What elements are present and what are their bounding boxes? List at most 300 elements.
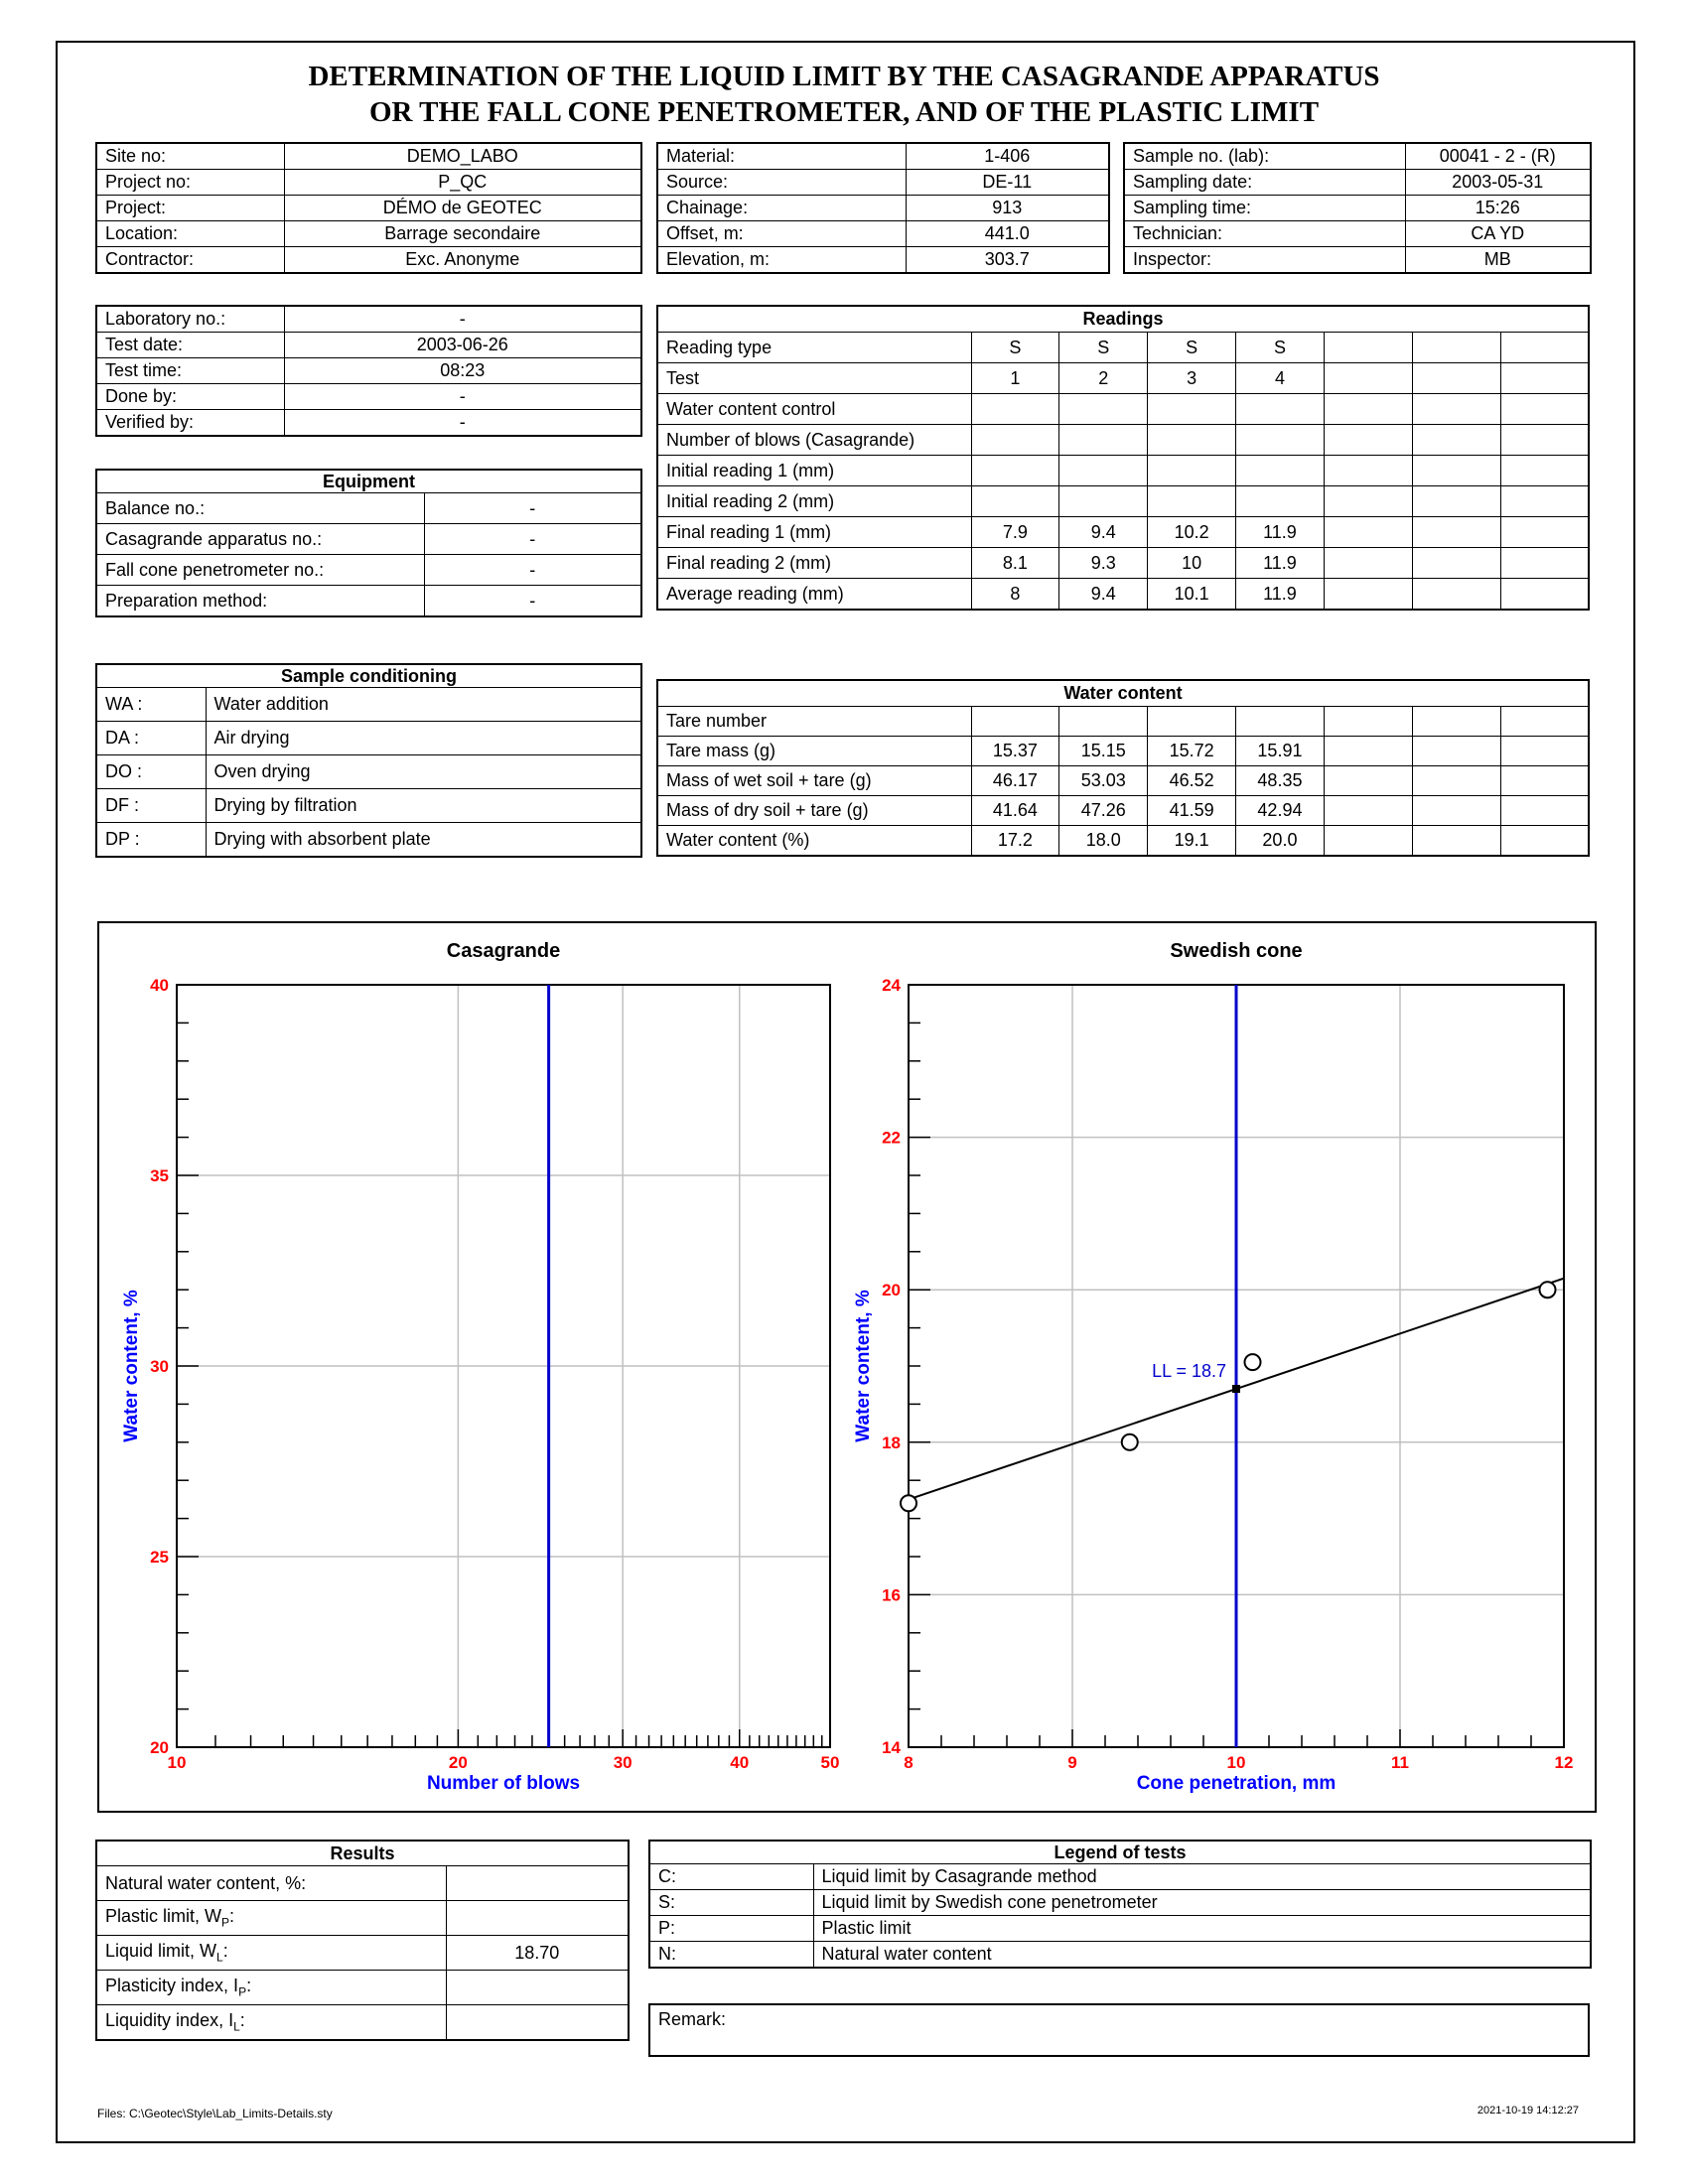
readings-value: 10.2 [1148,517,1236,548]
legend-row [649,1890,1591,1916]
readings-value: 8 [971,579,1059,611]
sample-row [1124,221,1591,247]
readings-value: 8.1 [971,548,1059,579]
readings-value [971,394,1059,425]
conditioning-row [96,789,641,823]
y-tick-label: 24 [882,976,901,995]
equipment-label: Preparation method: [96,586,424,617]
sample-conditioning-table [95,663,642,858]
water-value: 42.94 [1236,796,1325,826]
legend-code: P: [649,1916,813,1942]
conditioning-code: WA : [96,688,206,722]
sample-row [1124,247,1591,274]
site-label: Location: [96,221,284,247]
readings-label: Reading type [657,333,971,363]
readings-value [1059,394,1148,425]
readings-label: Final reading 1 (mm) [657,517,971,548]
water-value [1412,826,1500,857]
material-value: 1-406 [906,143,1109,170]
x-tick-label: 12 [1554,1753,1574,1772]
results-label-text: Plasticity index, I [105,1976,239,1996]
data-point [1540,1282,1556,1297]
sample-row [1124,143,1591,170]
remark-box [648,2003,1590,2057]
sample-label: Technician: [1124,221,1405,247]
y-tick-label: 18 [882,1433,901,1452]
readings-value [1500,548,1589,579]
results-label-subscript: P [238,1984,247,1999]
water-value [1500,737,1589,766]
lab-label: Test date: [96,333,284,358]
footer-files: Files: C:\Geotec\Style\Lab_Limits-Details.sty [97,2107,333,2120]
water-value [1412,707,1500,737]
readings-value [1236,456,1325,486]
readings-value [1324,579,1412,611]
site-label: Contractor: [96,247,284,274]
conditioning-code: DA : [96,722,206,755]
readings-value [1324,456,1412,486]
legend-desc: Natural water content [813,1942,1591,1969]
results-label: Plastic limit, $W_P$: [96,1901,446,1936]
y-tick-label: 16 [882,1585,901,1605]
results-row [96,1866,629,1901]
water-value [1412,796,1500,826]
y-tick-label: 25 [150,1548,169,1567]
readings-value [1412,517,1500,548]
results-title: Results [96,1841,629,1866]
readings-label: Test [657,363,971,394]
lab-label: Done by: [96,384,284,410]
y-axis-label: Water content, % [121,1290,142,1442]
readings-value: 9.4 [1059,579,1148,611]
results-value [446,1971,629,2005]
results-row [96,1971,629,2005]
water-row [657,707,1589,737]
readings-value: S [1148,333,1236,363]
readings-value [1324,517,1412,548]
water-value: 41.59 [1148,796,1236,826]
equipment-title: Equipment [96,470,641,493]
readings-value [1412,363,1500,394]
sample-row [1124,170,1591,196]
water-value: 15.15 [1059,737,1148,766]
readings-value [1412,394,1500,425]
readings-value [1500,425,1589,456]
readings-table [656,305,1590,611]
conditioning-code: DF : [96,789,206,823]
readings-row [657,394,1589,425]
readings-title-row [657,306,1589,333]
conditioning-code: DP : [96,823,206,858]
x-tick-label: 9 [1067,1753,1077,1772]
readings-row [657,456,1589,486]
readings-value [1059,456,1148,486]
y-tick-label: 20 [882,1281,901,1300]
readings-value [1500,517,1589,548]
readings-label: Final reading 2 (mm) [657,548,971,579]
water-value [1324,766,1412,796]
water-row [657,826,1589,857]
readings-value [971,456,1059,486]
results-label-text: Liquidity index, I [105,2010,234,2031]
sample-value: 15:26 [1405,196,1591,221]
y-tick-label: 35 [150,1166,169,1185]
legend-title-row [649,1841,1591,1864]
equipment-title-row [96,470,641,493]
readings-value: 11.9 [1236,548,1325,579]
readings-row [657,517,1589,548]
material-value: 303.7 [906,247,1109,274]
equipment-row [96,586,641,617]
conditioning-row [96,722,641,755]
readings-value: 10 [1148,548,1236,579]
lab-row [96,384,641,410]
readings-value: 1 [971,363,1059,394]
results-label-subscript: L [233,2019,240,2034]
results-label: Liquid limit, $W_L$: [96,1936,446,1971]
readings-row [657,425,1589,456]
water-value [1324,737,1412,766]
water-label: Mass of dry soil + tare (g) [657,796,971,826]
material-value: 913 [906,196,1109,221]
site-row [96,196,641,221]
water-label: Tare number [657,707,971,737]
equipment-value: - [424,555,641,586]
conditioning-title: Sample conditioning [96,664,641,688]
readings-value [1324,394,1412,425]
site-value: Barrage secondaire [284,221,641,247]
readings-value [1324,425,1412,456]
material-label: Elevation, m: [657,247,906,274]
site-row [96,170,641,196]
equipment-label: Balance no.: [96,493,424,524]
site-label: Project no: [96,170,284,196]
material-value: 441.0 [906,221,1109,247]
conditioning-desc: Air drying [206,722,641,755]
readings-value [1500,394,1589,425]
legend-title: Legend of tests [649,1841,1591,1864]
y-tick-label: 14 [882,1738,901,1757]
water-content-table [656,679,1590,857]
data-point [1122,1434,1138,1450]
lab-row [96,306,641,333]
readings-value [1324,333,1412,363]
y-axis-label: Water content, % [853,1290,874,1442]
readings-label: Water content control [657,394,971,425]
material-row [657,221,1109,247]
x-axis-label: Cone penetration, mm [1136,1773,1336,1794]
material-value: DE-11 [906,170,1109,196]
readings-row [657,333,1589,363]
equipment-row [96,555,641,586]
readings-row [657,548,1589,579]
legend-desc: Plastic limit [813,1916,1591,1942]
sample-label: Sampling time: [1124,196,1405,221]
water-value [1500,766,1589,796]
readings-value [1500,579,1589,611]
y-tick-label: 40 [150,976,169,995]
lab-value: 08:23 [284,358,641,384]
water-value: 20.0 [1236,826,1325,857]
readings-value [1148,456,1236,486]
water-value [1500,826,1589,857]
water-row [657,737,1589,766]
legend-code: N: [649,1942,813,1969]
y-tick-label: 30 [150,1357,169,1376]
readings-value [1500,486,1589,517]
water-value [1412,766,1500,796]
readings-value [1236,425,1325,456]
site-value: Exc. Anonyme [284,247,641,274]
x-axis-label: Number of blows [426,1773,581,1794]
readings-value [1324,486,1412,517]
results-label-text: Liquid limit, W [105,1941,217,1962]
y-tick-label: 20 [150,1738,169,1757]
readings-value: 9.3 [1059,548,1148,579]
readings-value [1412,456,1500,486]
x-tick-label: 40 [730,1753,750,1772]
material-row [657,247,1109,274]
readings-value [1412,548,1500,579]
data-point [1245,1354,1261,1370]
results-label-text: Natural water content, %: [105,1872,307,1893]
water-value: 15.91 [1236,737,1325,766]
water-value: 46.52 [1148,766,1236,796]
equipment-table [95,469,642,617]
conditioning-desc: Drying with absorbent plate [206,823,641,858]
water-value: 17.2 [971,826,1059,857]
material-label: Chainage: [657,196,906,221]
material-info-table [656,142,1110,274]
lab-label: Verified by: [96,410,284,437]
readings-value [1148,425,1236,456]
equipment-value: - [424,493,641,524]
readings-value: S [1236,333,1325,363]
lab-info-table [95,305,642,437]
equipment-row [96,493,641,524]
lab-label: Laboratory no.: [96,306,284,333]
data-point [901,1495,916,1511]
water-row [657,766,1589,796]
readings-value [1059,486,1148,517]
water-value [971,707,1059,737]
lab-label: Test time: [96,358,284,384]
legend-desc: Liquid limit by Swedish cone penetrometer [813,1890,1591,1916]
water-value: 15.37 [971,737,1059,766]
sample-info-table [1123,142,1592,274]
lab-row [96,358,641,384]
ll-marker [1232,1385,1240,1393]
site-row [96,247,641,274]
report-title-line1: DETERMINATION OF THE LIQUID LIMIT BY THE CASAGRANDE APPARATUS [308,61,1380,92]
conditioning-row [96,823,641,858]
footer-timestamp: 2021-10-19 14:12:27 [1477,2105,1579,2116]
lab-value: 2003-06-26 [284,333,641,358]
results-row [96,2005,629,2041]
ll-annotation: LL = 18.7 [1152,1361,1226,1382]
readings-value [1324,548,1412,579]
legend-row [649,1942,1591,1969]
chart-title: Swedish cone [1170,940,1303,962]
readings-value [1412,425,1500,456]
site-value: DÉMO de GEOTEC [284,196,641,221]
material-label: Material: [657,143,906,170]
readings-value [1500,333,1589,363]
water-value [1500,707,1589,737]
results-table [95,1840,630,2041]
results-label-subscript: P [221,1915,230,1930]
results-value [446,1901,629,1936]
lab-value: - [284,384,641,410]
water-label: Tare mass (g) [657,737,971,766]
legend-row [649,1864,1591,1890]
water-title: Water content [657,680,1589,707]
conditioning-row [96,688,641,722]
readings-value [1412,579,1500,611]
x-tick-label: 30 [613,1753,633,1772]
water-value [1324,796,1412,826]
material-label: Offset, m: [657,221,906,247]
readings-row [657,486,1589,517]
readings-title: Readings [657,306,1589,333]
x-tick-label: 8 [904,1753,914,1772]
lab-row [96,410,641,437]
conditioning-row [96,755,641,789]
material-row [657,196,1109,221]
water-value [1412,737,1500,766]
sample-row [1124,196,1591,221]
sample-value: 00041 - 2 - (R) [1405,143,1591,170]
readings-row [657,363,1589,394]
x-tick-label: 20 [448,1753,468,1772]
legend-code: S: [649,1890,813,1916]
water-value: 18.0 [1059,826,1148,857]
readings-label: Average reading (mm) [657,579,971,611]
site-value: DEMO_LABO [284,143,641,170]
water-value: 48.35 [1236,766,1325,796]
sample-label: Sampling date: [1124,170,1405,196]
water-value [1324,707,1412,737]
site-row [96,221,641,247]
chart-title: Casagrande [446,940,561,962]
conditioning-desc: Oven drying [206,755,641,789]
legend-row [649,1916,1591,1942]
material-label: Source: [657,170,906,196]
water-title-row [657,680,1589,707]
water-value: 19.1 [1148,826,1236,857]
readings-value [1500,363,1589,394]
results-row [96,1936,629,1971]
equipment-label: Casagrande apparatus no.: [96,524,424,555]
conditioning-code: DO : [96,755,206,789]
results-row [96,1901,629,1936]
x-tick-label: 10 [1226,1753,1246,1772]
water-value [1236,707,1325,737]
readings-row [657,579,1589,611]
x-tick-label: 11 [1391,1753,1409,1772]
water-value: 15.72 [1148,737,1236,766]
site-value: P_QC [284,170,641,196]
x-tick-label: 50 [820,1753,840,1772]
water-value [1148,707,1236,737]
water-label: Water content (%) [657,826,971,857]
lab-row [96,333,641,358]
charts-svg [99,923,1595,1811]
readings-value [1412,486,1500,517]
readings-value [971,425,1059,456]
readings-value [1324,363,1412,394]
readings-label: Number of blows (Casagrande) [657,425,971,456]
results-value [446,1866,629,1901]
readings-value: S [1059,333,1148,363]
results-label [96,1866,446,1901]
lab-value: - [284,306,641,333]
water-value: 47.26 [1059,796,1148,826]
results-label-text: Plastic limit, W [105,1906,221,1927]
x-tick-label: 10 [167,1753,187,1772]
material-row [657,143,1109,170]
readings-value: S [971,333,1059,363]
sample-value: 2003-05-31 [1405,170,1591,196]
readings-value: 7.9 [971,517,1059,548]
conditioning-desc: Drying by filtration [206,789,641,823]
conditioning-title-row [96,664,641,688]
readings-value: 4 [1236,363,1325,394]
readings-value [1148,394,1236,425]
readings-value: 11.9 [1236,517,1325,548]
site-row [96,143,641,170]
sample-value: CA YD [1405,221,1591,247]
site-label: Project: [96,196,284,221]
readings-value [971,486,1059,517]
readings-value [1500,456,1589,486]
results-label: Plasticity index, $I_P$: [96,1971,446,2005]
results-title-row [96,1841,629,1866]
results-label-subscript: L [216,1950,223,1965]
report-title-line2: OR THE FALL CONE PENETROMETER, AND OF THE PLASTIC LIMIT [368,96,1320,128]
readings-value [1236,486,1325,517]
readings-value [1148,486,1236,517]
water-value: 41.64 [971,796,1059,826]
results-label: Liquidity index, $I_L$: [96,2005,446,2041]
lab-value: - [284,410,641,437]
readings-value [1236,394,1325,425]
water-value [1059,707,1148,737]
site-label: Site no: [96,143,284,170]
y-tick-label: 22 [882,1128,901,1148]
legend-of-tests-table [648,1840,1592,1969]
equipment-row [96,524,641,555]
legend-code: C: [649,1864,813,1890]
sample-value: MB [1405,247,1591,274]
legend-desc: Liquid limit by Casagrande method [813,1864,1591,1890]
equipment-value: - [424,586,641,617]
readings-value: 11.9 [1236,579,1325,611]
water-row [657,796,1589,826]
readings-value: 10.1 [1148,579,1236,611]
site-info-table [95,142,642,274]
readings-label: Initial reading 2 (mm) [657,486,971,517]
conditioning-desc: Water addition [206,688,641,722]
readings-value: 3 [1148,363,1236,394]
sample-label: Inspector: [1124,247,1405,274]
water-value: 53.03 [1059,766,1148,796]
readings-label: Initial reading 1 (mm) [657,456,971,486]
water-value [1324,826,1412,857]
sample-label: Sample no. (lab): [1124,143,1405,170]
material-row [657,170,1109,196]
water-value [1500,796,1589,826]
